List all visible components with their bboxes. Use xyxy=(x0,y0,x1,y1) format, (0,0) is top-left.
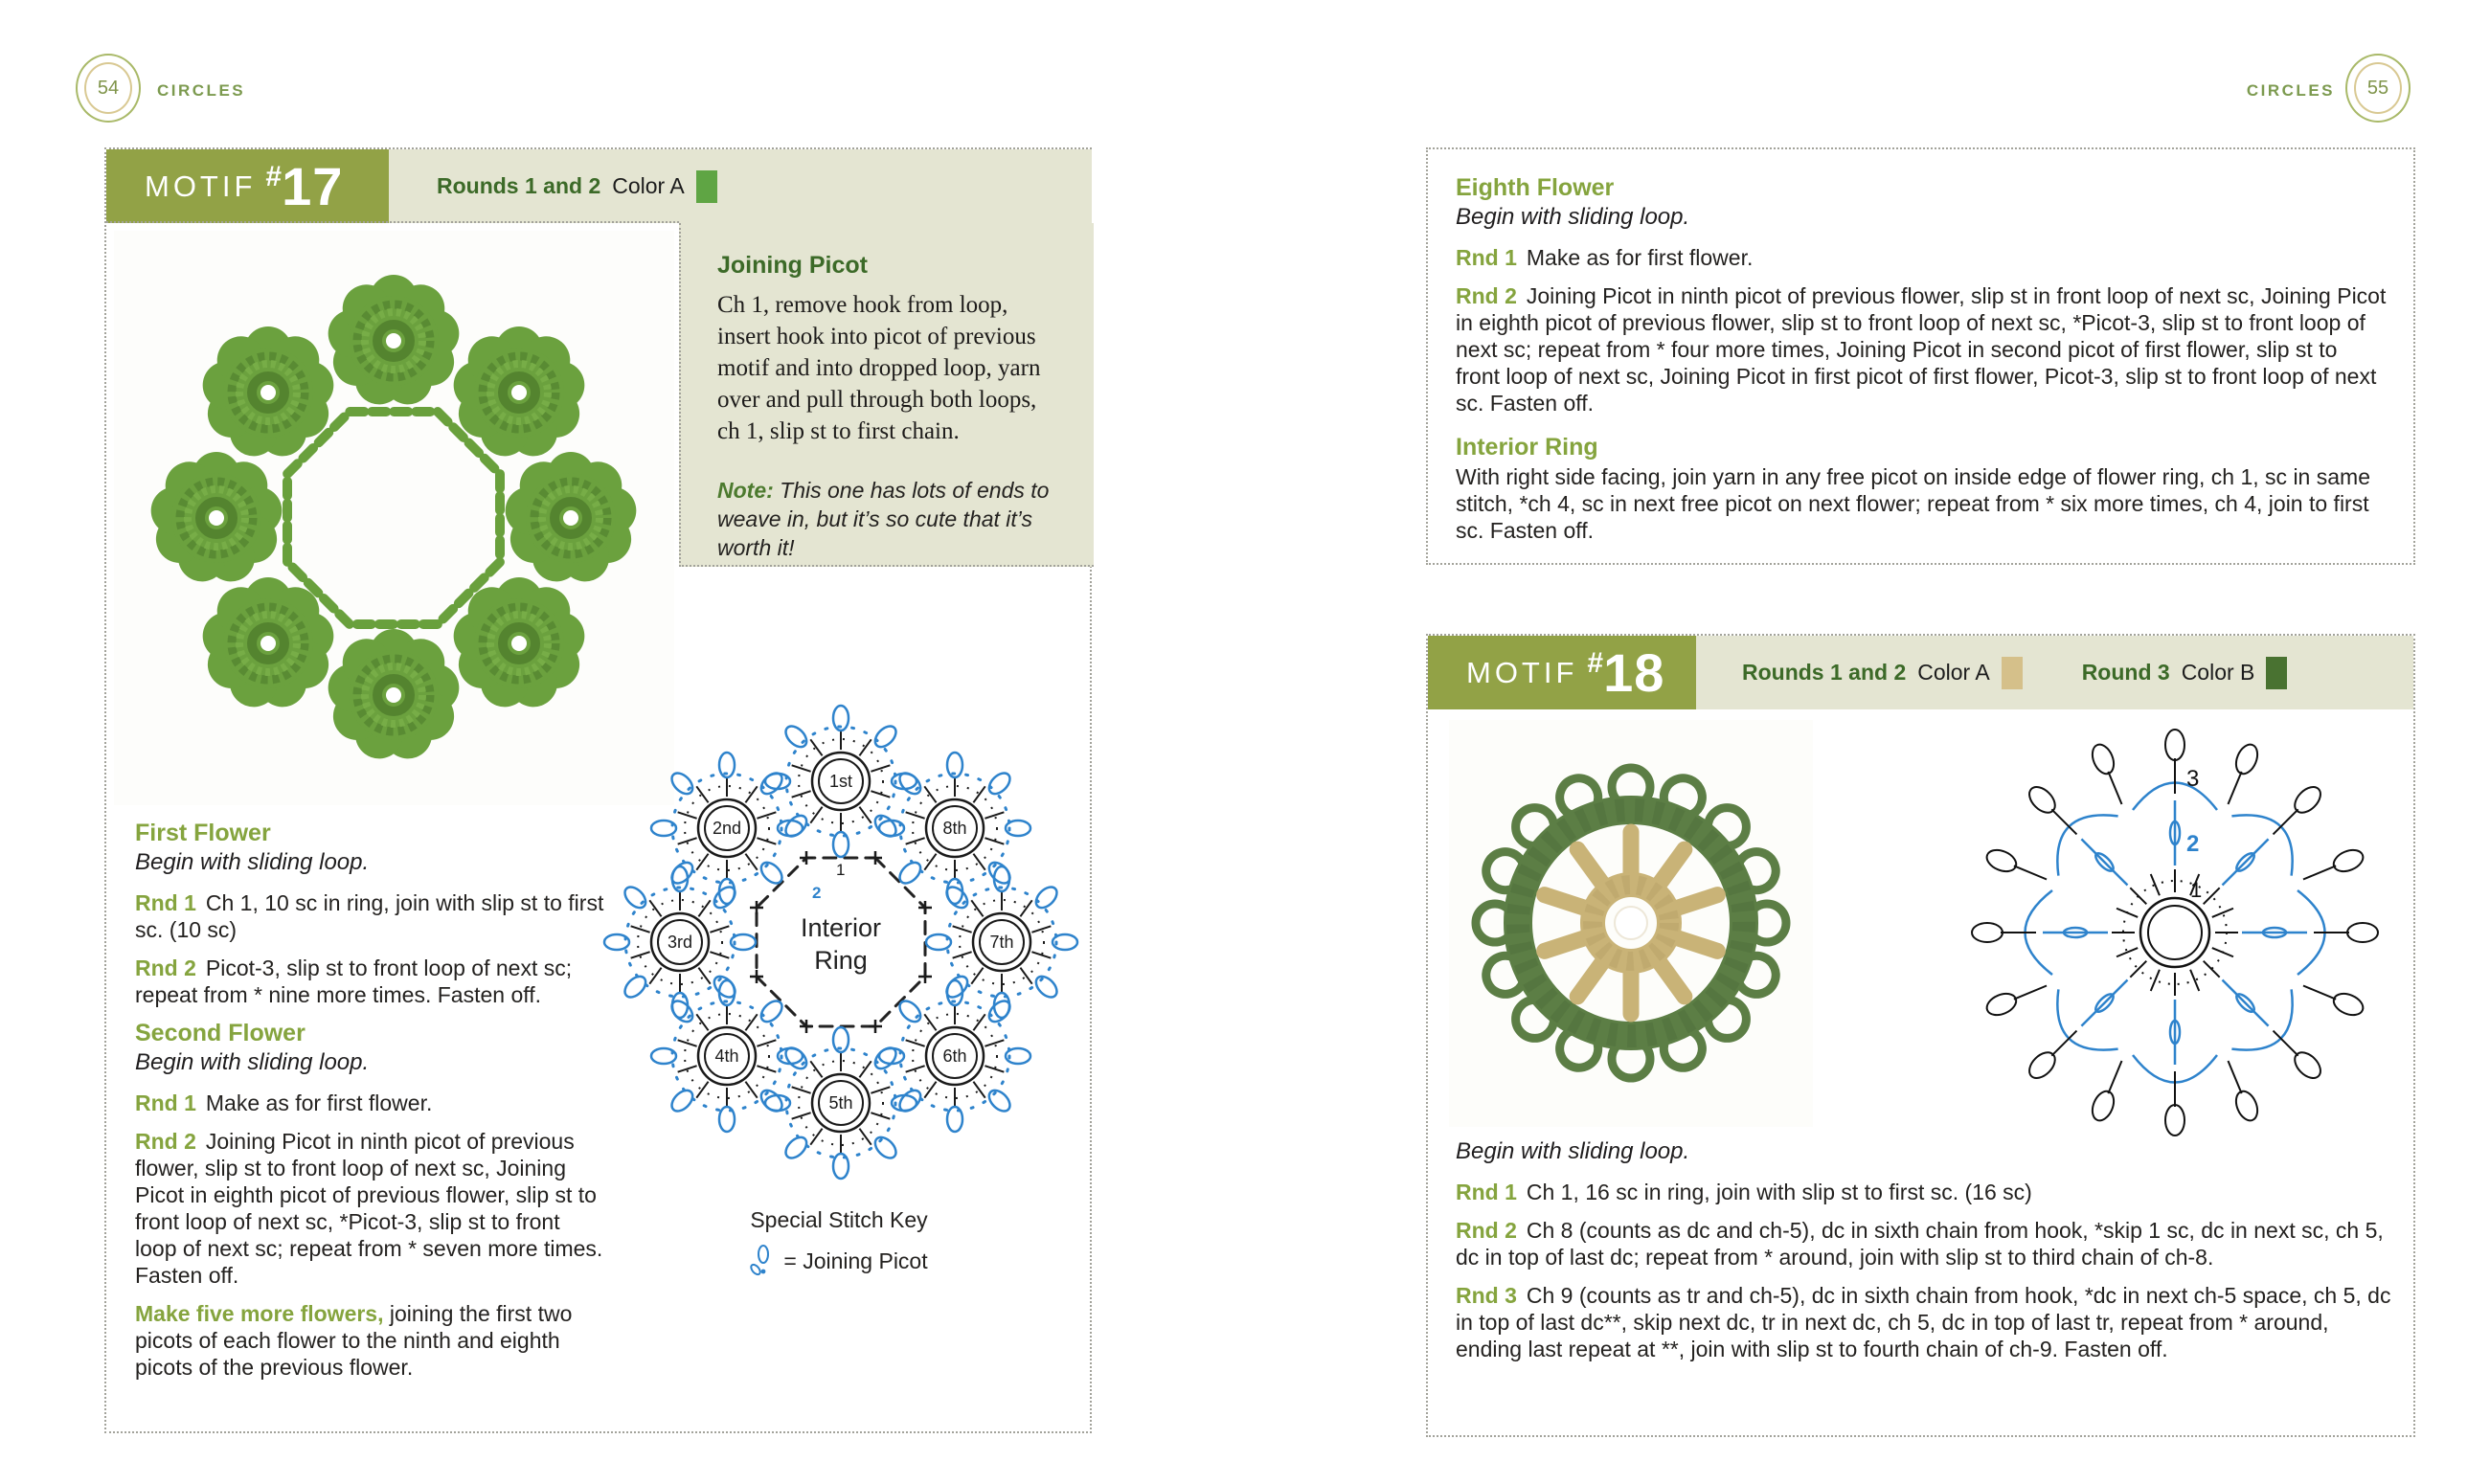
legend-round3-label: Round 3 xyxy=(2081,660,2170,685)
eighth-flower-rnd1: Rnd 1 Make as for first flower. xyxy=(1456,245,1754,270)
motif-hash: # xyxy=(265,160,283,192)
key-entry: = Joining Picot xyxy=(783,1248,928,1273)
diagram18-round1-label: 1 xyxy=(2190,878,2203,902)
color-b-swatch xyxy=(2266,657,2287,689)
page-number-right: 55 xyxy=(2354,62,2402,114)
running-head-right: CIRCLES xyxy=(2246,81,2335,100)
motif-word: MOTIF xyxy=(145,169,257,203)
motif-17-title-block xyxy=(106,149,389,223)
eighth-flower-rnd2: Rnd 2 Joining Picot in ninth picot of previous flower, slip st in front loop of next sc, Joining Picot in eighth picot of previous flower, slip st to front loop of next sc, *Picot-3, slip st to front loop of next sc; repeat from * four more times, Joining Picot in second picot of first flower, slip st to front loop of next sc, Joining Picot in first picot of first flower, Picot-3, slip st to front loop of next sc. Fasten off. xyxy=(1456,283,2387,416)
flower-label-1st: 1st xyxy=(828,772,853,791)
flower-label-6th: 6th xyxy=(942,1046,967,1066)
diagram18-round3-label: 3 xyxy=(2186,766,2200,792)
motif-17-photo xyxy=(114,231,674,805)
eighth-flower-heading: Eighth Flower xyxy=(1456,174,1615,201)
page-number-left: 54 xyxy=(84,62,132,114)
second-flower-subheading: Begin with sliding loop. xyxy=(135,1049,370,1075)
second-flower-rnd1: Rnd 1 Make as for first flower. xyxy=(135,1091,433,1115)
flower-label-5th: 5th xyxy=(828,1093,853,1113)
motif-18-instructions xyxy=(1456,1138,2394,1374)
running-head-left: CIRCLES xyxy=(157,81,246,100)
motif-18-rnd3: Rnd 3 Ch 9 (counts as tr and ch-5), dc in sixth chain from hook, *dc in next ch-5 space, ch 5, dc in top of last dc**, skip next dc, tr in next dc, ch 5, dc in top of last tr, repeat from * around, ending last repeat at **, join with slip st to fourth chain of ch-9. Fasten off. xyxy=(1456,1283,2391,1361)
eighth-flower-box xyxy=(1426,147,2415,565)
legend-rounds-label: Rounds 1 and 2 xyxy=(437,173,601,198)
motif-18-rnd2: Rnd 2 Ch 8 (counts as dc and ch-5), dc in sixth chain from hook, *skip 1 sc, dc in next sc, ch 5, dc in top of last dc; repeat from * around, join with slip st to third chain of ch-8. xyxy=(1456,1218,2384,1270)
motif-17-diagram xyxy=(600,695,1083,1188)
joining-picot-panel xyxy=(679,223,1094,567)
interior-ring-heading: Interior Ring xyxy=(1456,434,1598,461)
special-stitch-key xyxy=(643,1207,1035,1283)
diagram18-round2-label: 2 xyxy=(2186,831,2200,857)
flower-label-4th: 4th xyxy=(714,1046,739,1066)
joining-picot-note xyxy=(717,476,1059,562)
motif-number: 18 xyxy=(1603,641,1665,703)
legend-color-label: Color A xyxy=(612,173,685,198)
joining-picot-icon xyxy=(750,1245,775,1277)
motif-18-header-row xyxy=(1428,636,2413,709)
motif-17-instructions xyxy=(135,820,606,1392)
motif-word: MOTIF xyxy=(1466,655,1578,689)
motif-18-legend-bar xyxy=(1696,636,2413,709)
eighth-flower-subheading: Begin with sliding loop. xyxy=(1456,204,1690,230)
joining-picot-heading: Joining Picot xyxy=(717,252,868,279)
legend-color-a-label: Color A xyxy=(1917,660,1990,685)
first-flower-subheading: Begin with sliding loop. xyxy=(135,849,370,875)
joining-picot-body: Ch 1, remove hook from loop, insert hook into picot of previous motif and into dropped loop, yarn over and pull through both loops, ch 1, slip st to first chain. xyxy=(717,292,1041,444)
flower-label-3rd: 3rd xyxy=(667,933,693,952)
motif-18-photo xyxy=(1449,720,1813,1127)
header-divider xyxy=(106,221,679,223)
first-flower-rnd2: Rnd 2 Picot-3, slip st to front loop of next sc; repeat from * nine more times. Fasten off. xyxy=(135,956,573,1007)
legend-color-b-label: Color B xyxy=(2181,660,2255,685)
motif-18-box xyxy=(1426,634,2415,1437)
motif-17-legend-bar xyxy=(389,149,1092,223)
interior-ring-body: With right side facing, join yarn in any free picot on inside edge of flower ring, ch 1, sc in same stitch, *ch 4, sc in next free picot on next flower; repeat from * six more times, ch 4, join to first sc. Fasten off. xyxy=(1456,464,2370,543)
diagram-round2-label: 2 xyxy=(812,884,822,902)
make-five-more-paragraph: Make five more flowers, joining the first two picots of each flower to the ninth and eighth picots of the previous flower. xyxy=(135,1301,573,1380)
motif-18-title-block xyxy=(1428,636,1696,709)
first-flower-heading: First Flower xyxy=(135,820,271,846)
interior-ring-line2: Ring xyxy=(814,946,868,975)
page-number-badge-right xyxy=(2345,54,2411,123)
motif-18-diagram xyxy=(1964,717,2386,1138)
motif-18-rnd1: Rnd 1 Ch 1, 16 sc in ring, join with slip st to first sc. (16 sc) xyxy=(1456,1180,2032,1204)
color-a-swatch xyxy=(696,170,717,203)
interior-ring-line1: Interior xyxy=(800,913,882,942)
flower-label-7th: 7th xyxy=(989,933,1014,952)
note-body: This one has lots of ends to weave in, but it’s so cute that it’s worth it! xyxy=(717,478,1050,560)
note-label: Note: xyxy=(717,478,774,503)
second-flower-rnd2: Rnd 2 Joining Picot in ninth picot of previous flower, slip st to front loop of next sc, Joining Picot in eighth picot of previous flower, slip st to front loop of next sc, *Picot-3, slip st to front loop of next sc; repeat from * seven more times. Fasten off. xyxy=(135,1129,603,1288)
motif-hash: # xyxy=(1587,646,1604,679)
flower-label-2nd: 2nd xyxy=(712,819,742,838)
motif-number: 17 xyxy=(282,155,344,216)
diagram-round1-label: 1 xyxy=(836,861,846,879)
legend-rounds12-label: Rounds 1 and 2 xyxy=(1742,660,1907,685)
key-title: Special Stitch Key xyxy=(750,1207,928,1232)
page-number-badge-left xyxy=(76,54,141,123)
flower-label-8th: 8th xyxy=(942,819,967,838)
first-flower-rnd1: Rnd 1 Ch 1, 10 sc in ring, join with slip st to first sc. (10 sc) xyxy=(135,890,604,942)
color-a-swatch xyxy=(2002,657,2023,689)
motif-18-subheading: Begin with sliding loop. xyxy=(1456,1138,1690,1164)
second-flower-heading: Second Flower xyxy=(135,1020,306,1046)
motif-17-box xyxy=(104,147,1092,1433)
